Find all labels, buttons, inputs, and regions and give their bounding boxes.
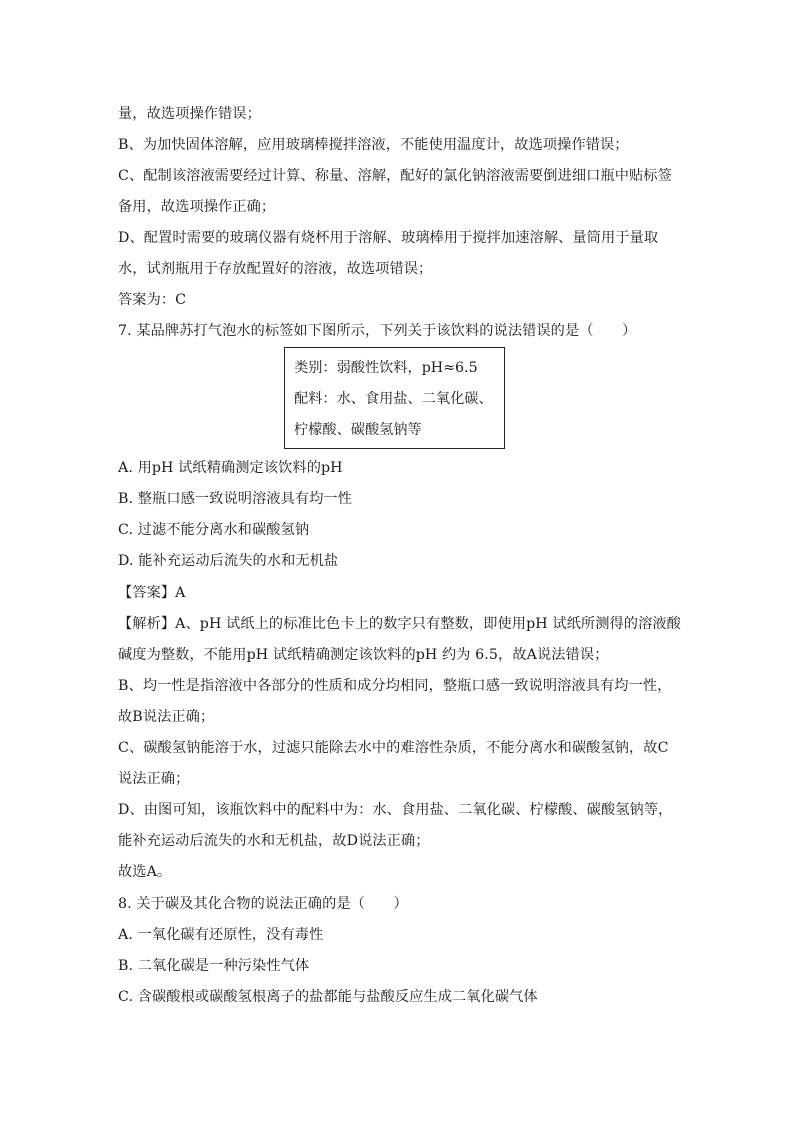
label-category: 类别：弱酸性饮料，pH≈6.5 bbox=[294, 360, 478, 376]
line-3: 备用，故选项操作正确； bbox=[118, 199, 276, 215]
label-ingredients-cont: 柠檬酸、碳酸氢钠等 bbox=[294, 422, 422, 438]
option-a: A. 用pH 试纸精确测定该饮料的pH bbox=[118, 460, 343, 476]
line-0: 量，故选项操作错误； bbox=[118, 106, 261, 122]
option-d: D. 能补充运动后流失的水和无机盐 bbox=[118, 553, 339, 569]
analysis-line-4: 故B说法正确； bbox=[118, 709, 215, 725]
analysis-line-8: 能补充运动后流失的水和无机盐，故D说法正确； bbox=[118, 833, 430, 849]
question-8: 8. 关于碳及其化合物的说法正确的是（ ） bbox=[118, 896, 408, 912]
answer-tag: 【答案】A bbox=[118, 585, 186, 601]
q8-option-b: B. 二氧化碳是一种污染性气体 bbox=[118, 958, 310, 974]
product-label-box bbox=[284, 347, 505, 449]
analysis-line-2: 碱度为整数，不能用pH 试纸精确测定该饮料的pH 约为 6.5，故A说法错误； bbox=[118, 647, 609, 663]
analysis-line-1: 【解析】A、pH 试纸上的标准比色卡上的数字只有整数，即使用pH 试纸所测得的溶液酸 bbox=[118, 616, 681, 632]
q8-option-c: C. 含碳酸根或碳酸氢根离子的盐都能与盐酸反应生成二氧化碳气体 bbox=[118, 989, 538, 1005]
line-4: D、配置时需要的玻璃仪器有烧杯用于溶解、玻璃棒用于搅拌加速溶解、量筒用于量取 bbox=[118, 230, 659, 246]
label-ingredients: 配料：水、食用盐、二氧化碳、 bbox=[294, 391, 493, 407]
question-7: 7. 某品牌苏打气泡水的标签如下图所示，下列关于该饮料的说法错误的是（ ） bbox=[118, 323, 637, 339]
option-b: B. 整瓶口感一致说明溶液具有均一性 bbox=[118, 491, 353, 507]
analysis-line-7: D、由图可知，该瓶饮料中的配料中为：水、食用盐、二氧化碳、柠檬酸、碳酸氢钠等， bbox=[118, 802, 673, 818]
q8-option-a: A. 一氧化碳有还原性，没有毒性 bbox=[118, 927, 324, 943]
choice-line: 故选A。 bbox=[118, 864, 172, 880]
answer-line: 答案为：C bbox=[118, 292, 187, 308]
analysis-line-3: B、均一性是指溶液中各部分的性质和成分均相同，整瓶口感一致说明溶液具有均一性， bbox=[118, 678, 672, 694]
analysis-line-5: C、碳酸氢钠能溶于水，过滤只能除去水中的难溶性杂质，不能分离水和碳酸氢钠，故C bbox=[118, 740, 669, 756]
line-2: C、配制该溶液需要经过计算、称量、溶解，配好的氯化钠溶液需要倒进细口瓶中贴标签 bbox=[118, 168, 672, 184]
line-5: 水，试剂瓶用于存放配置好的溶液，故选项错误； bbox=[118, 261, 433, 277]
line-1: B、为加快固体溶解，应用玻璃棒搅拌溶液，不能使用温度计，故选项操作错误； bbox=[118, 137, 629, 153]
option-c: C. 过滤不能分离水和碳酸氢钠 bbox=[118, 522, 310, 538]
analysis-line-6: 说法正确； bbox=[118, 771, 190, 787]
